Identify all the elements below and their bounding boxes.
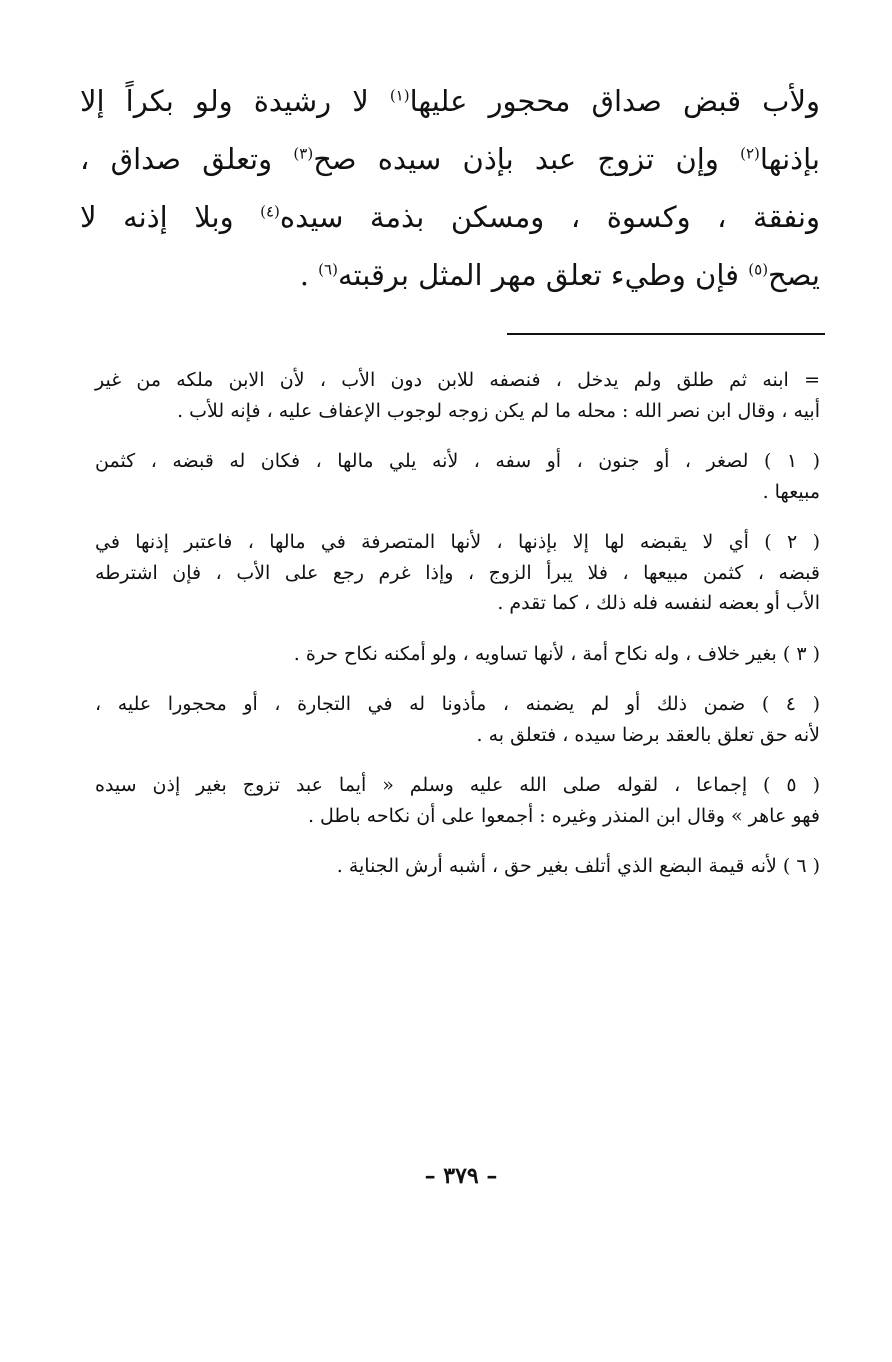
main-text-line: يصح$^{(٥)}$ فإن وطيء تعلق مهر المثل برقبته$^{(٦)}$ .	[299, 258, 820, 292]
footnote-divider	[507, 333, 825, 335]
main-text-line: ونفقة ، وكسوة ، ومسكن بذمة سيده$^{(٤)}$ وبلا إذنه لا	[80, 200, 820, 234]
footnote-marker: (٣)	[293, 144, 314, 163]
footnote-marker: (٥)	[748, 260, 769, 279]
footnote-3: ( ٣ ) بغير خلاف ، وله نكاح أمة ، لأنها تساويه ، ولو أمكنه نكاح حرة .	[293, 642, 820, 665]
footnote-6: ( ٦ ) لأنه قيمة البضع الذي أتلف بغير حق ، أشبه أرش الجناية .	[336, 855, 820, 877]
footnote-1: ( ١ ) لصغر ، أو جنون ، أو سفه ، لأنه يلي مالها ، فكان له قبضه ، كثمن مبيعها .	[95, 450, 821, 503]
footnote-4: ( ٤ ) ضمن ذلك أو لم يضمنه ، مأذونا له في التجارة ، أو محجورا عليه ، لأنه حق تعلق بالعقد برضا سيده ، فتعلق به .	[95, 693, 820, 746]
footnote-marker: (٤)	[260, 202, 280, 221]
page-number: – ٣٧٩ –	[424, 1163, 498, 1189]
footnote-marker: (٢)	[740, 144, 760, 163]
footnote-marker: (٦)	[318, 260, 338, 279]
main-text	[80, 72, 820, 304]
footnote-continued: = ابنه ثم طلق ولم يدخل ، فنصفه للابن دون الأب ، لأن الابن ملكه من غير أبيه ، وقال ابن نصر الله : محله ما لم يكن زوجه لوجوب الإعفاف عليه ، فإنه للأب .	[95, 369, 820, 422]
main-text-line: ولأب قبض صداق محجور عليها$^{(١)}$ لا رشيدة ولو بكراً إلا	[80, 84, 820, 118]
main-text-line: بإذنها$^{(٢)}$ وإن تزوج عبد بإذن سيده صح$^{(٣)}$ وتعلق صداق ،	[80, 142, 820, 176]
footnote-marker: (١)	[389, 86, 410, 105]
footnotes	[95, 365, 820, 902]
footnote-2: ( ٢ ) أي لا يقبضه لها إلا بإذنها ، لأنها المتصرفة في مالها ، فاعتبر إذنها في قبضه ، كثمن مبيعها ، فلا يبرأ الزوج ، وإذا غرم رجع على الأب ، فإن اشترطه الأب أو بعضه لنفسه فله ذلك ، كما تقدم .	[95, 531, 821, 614]
footnote-5: ( ٥ ) إجماعا ، لقوله صلى الله عليه وسلم « أيما عبد تزوج بغير إذن سيده فهو عاهر » وقال ابن المنذر وغيره : أجمعوا على أن نكاحه باطل .	[95, 774, 820, 827]
